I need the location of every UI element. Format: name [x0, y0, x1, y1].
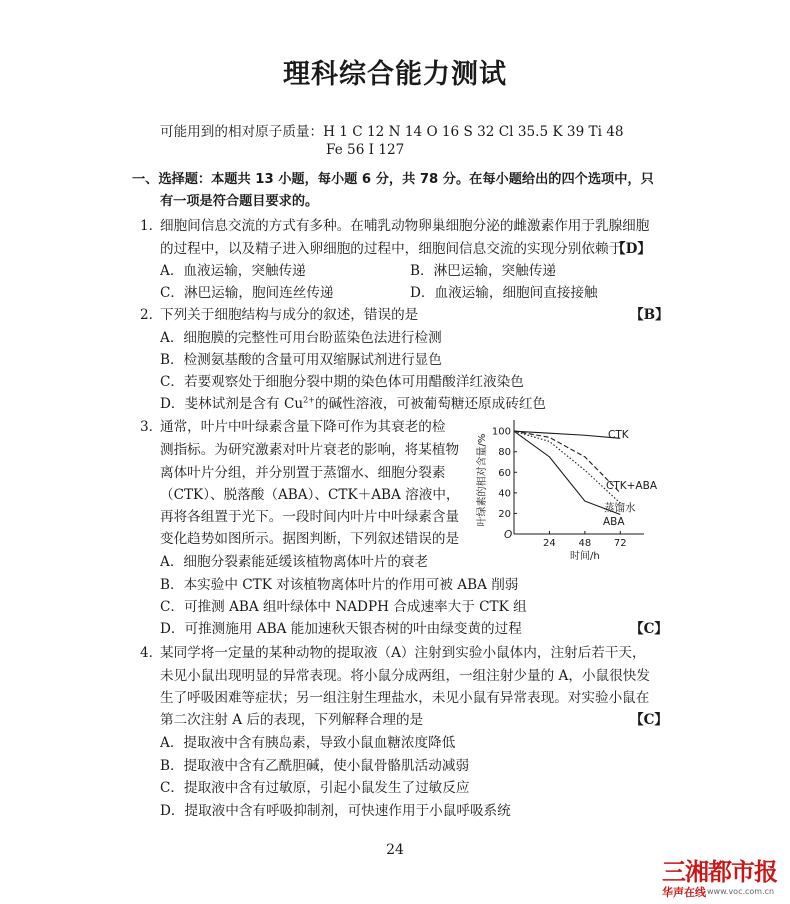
- watermark-url: www.voc.com.cn: [707, 887, 775, 896]
- x-axis-title: 时间/h: [569, 551, 600, 562]
- question-4-option-a: A．提取液中含有胰岛素，导致小鼠血糖浓度降低: [160, 735, 456, 751]
- y-axis-title: 叶绿素的相对含量/%: [477, 433, 488, 527]
- series-label-0: CTK: [608, 429, 629, 441]
- question-3-stem-line-1: 通常，叶片中叶绿素含量下降可作为其衰老的检: [160, 419, 446, 435]
- series-line-0: [514, 431, 620, 438]
- question-4-stem-line-3: 生了呼吸困难等症状；另一组注射生理盐水，未见小鼠有异常表现。对实验小鼠在: [160, 690, 650, 706]
- question-3-option-a: A．细胞分裂素能延缓该植物离体叶片的衰老: [160, 554, 429, 570]
- question-1-answer: 【D】: [612, 241, 651, 257]
- page-number: 24: [386, 842, 404, 858]
- question-2-option-d-text-rest: 的碱性溶液，可被葡萄糖还原成砖红色: [314, 396, 547, 412]
- y-tick-label-20: 20: [498, 508, 511, 520]
- question-2-stem: 下列关于细胞结构与成分的叙述，错误的是: [160, 307, 419, 323]
- atomic-mass-line-1: 可能用到的相对原子质量：H 1 C 12 N 14 O 16 S 32 Cl 35.5 K 39 Ti 48: [160, 124, 624, 140]
- question-3-option-d: D．可推测施用 ABA 能加速秋天银杏树的叶由绿变黄的过程: [160, 621, 522, 637]
- question-3-option-c: C．可推测 ABA 组叶绿体中 NADPH 合成速率大于 CTK 组: [160, 599, 527, 615]
- x-tick-label-24: 24: [543, 538, 556, 549]
- question-2-number: 2．: [140, 307, 163, 323]
- question-3-stem-line-2: 测指标。为研究激素对叶片衰老的影响，将某植物: [160, 442, 460, 458]
- question-4-option-c: C．提取液中含有过敏原，引起小鼠发生了过敏反应: [160, 780, 470, 796]
- question-3-number: 3．: [140, 419, 163, 435]
- question-2-option-b: B．检测氨基酸的含量可用双缩脲试剂进行显色: [160, 352, 442, 368]
- question-1-option-a: A．血液运输，突触传递: [160, 263, 306, 279]
- origin-label: O: [504, 529, 513, 541]
- y-tick-label-80: 80: [498, 447, 511, 459]
- question-4-stem-line-2: 未见小鼠出现明显的异常表现。将小鼠分成两组，一组注射少量的 A，小鼠很快发: [160, 668, 650, 684]
- series-label-2: 蒸馏水: [604, 502, 636, 514]
- question-4-answer: 【C】: [630, 712, 669, 728]
- question-1-option-b: B．淋巴运输，突触传递: [410, 263, 556, 279]
- x-tick-label-48: 48: [578, 538, 592, 549]
- question-2-option-d: [160, 392, 546, 412]
- question-2-option-a: A．细胞膜的完整性可用台盼蓝染色法进行检测: [160, 330, 442, 346]
- atomic-mass-line-2: Fe 56 I 127: [326, 142, 405, 158]
- question-1-number: 1．: [140, 218, 163, 234]
- question-4-number: 4．: [140, 645, 163, 661]
- question-3-option-b: B．本实验中 CTK 对该植物离体叶片的作用可被 ABA 削弱: [160, 577, 519, 593]
- chlorophyll-chart: [474, 412, 670, 562]
- question-4-stem-line-1: 某同学将一定量的某种动物的提取液（A）注射到实验小鼠体内，注射后若干天，: [160, 645, 646, 661]
- y-tick-label-100: 100: [491, 426, 511, 438]
- question-4-option-b: B．提取液中含有乙酰胆碱，使小鼠骨骼肌活动减弱: [160, 758, 470, 774]
- watermark-sub: 华声在线: [662, 886, 706, 899]
- question-3-stem-line-4: （CTK）、脱落酸（ABA）、CTK＋ABA 溶液中，: [160, 487, 460, 503]
- series-label-3: ABA: [603, 516, 625, 528]
- question-3-answer: 【C】: [630, 621, 669, 637]
- series-line-2: [514, 431, 620, 503]
- y-tick-label-60: 60: [498, 467, 511, 479]
- question-1-stem-line-1: 细胞间信息交流的方式有多种。在哺乳动物卵巢细胞分泌的雌激素作用于乳腺细胞: [160, 218, 650, 234]
- question-3-stem-line-5: 再将各组置于光下。一段时间内叶片中叶绿素含量: [160, 509, 460, 525]
- page-title: 理科综合能力测试: [283, 59, 507, 90]
- question-1-option-c: C．淋巴运输，胞间连丝传递: [160, 285, 334, 301]
- question-2-answer: 【B】: [630, 307, 669, 323]
- x-tick-label-72: 72: [613, 538, 627, 549]
- section-header-line-1: 一、选择题：本题共 13 小题，每小题 6 分，共 78 分。在每小题给出的四个选项中，只: [132, 172, 654, 187]
- copper-charge-superscript: 2+: [303, 395, 315, 405]
- question-4-option-d: D．提取液中含有呼吸抑制剂，可快速作用于小鼠呼吸系统: [160, 803, 511, 819]
- y-tick-label-40: 40: [498, 488, 511, 500]
- section-header-line-2: 有一项是符合题目要求的。: [160, 194, 319, 209]
- question-1-option-d: D．血液运输，细胞间直接接触: [410, 285, 598, 301]
- series-line-1: [514, 431, 620, 493]
- question-3-stem-line-6: 变化趋势如图所示。据图判断，下列叙述错误的是: [160, 531, 460, 547]
- watermark-logo: 三湘都市报: [662, 858, 777, 886]
- series-label-1: CTK+ABA: [606, 480, 657, 492]
- question-2-option-d-text: D．斐林试剂是含有 Cu: [160, 396, 304, 412]
- question-4-stem-line-4: 第二次注射 A 后的表现，下列解释合理的是: [160, 712, 424, 728]
- question-2-option-c: C．若要观察处于细胞分裂中期的染色体可用醋酸洋红液染色: [160, 374, 524, 390]
- question-1-stem-line-2: 的过程中，以及精子进入卵细胞的过程中，细胞间信息交流的实现分别依赖于: [160, 241, 623, 257]
- question-3-stem-line-3: 离体叶片分组，并分别置于蒸馏水、细胞分裂素: [160, 465, 446, 481]
